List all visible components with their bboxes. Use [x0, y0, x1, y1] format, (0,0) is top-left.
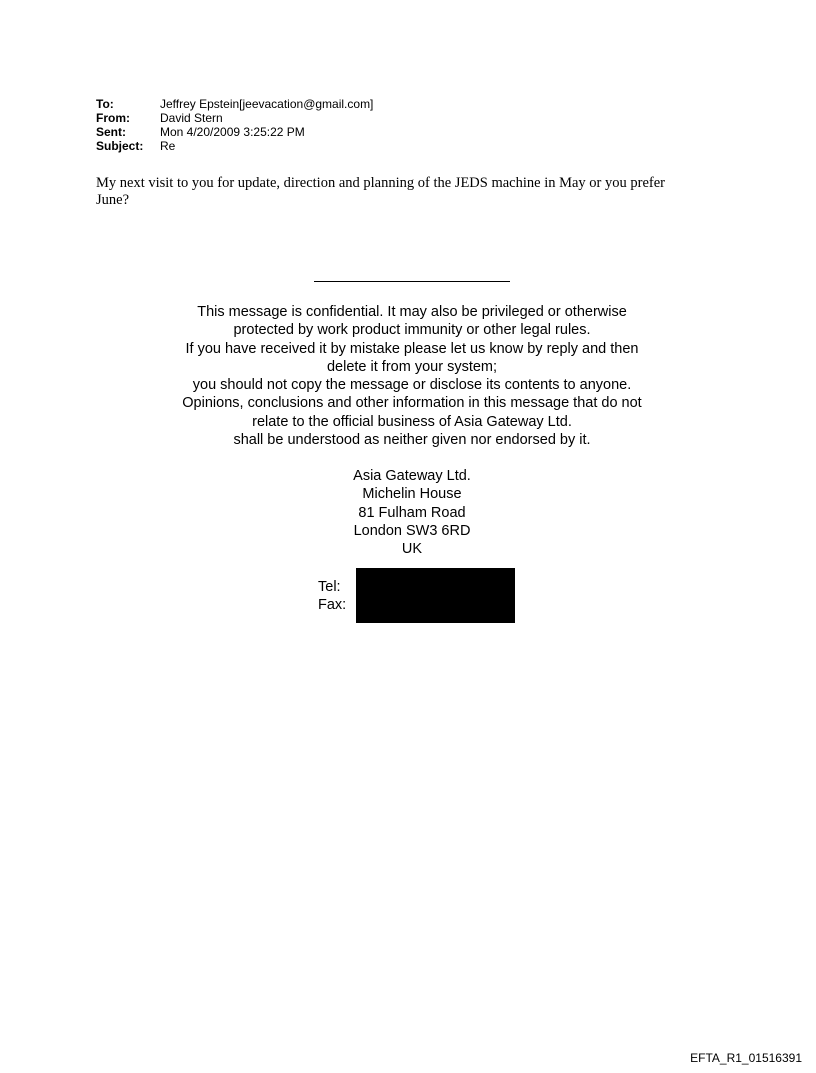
address-line: Michelin House [362, 486, 462, 503]
document-id: EFTA_R1_01516391 [690, 1051, 802, 1065]
disclaimer-line: If you have received it by mistake please let us know by reply and then [185, 340, 639, 357]
subject-value: Re [160, 139, 176, 153]
contact-numbers [318, 578, 346, 615]
address-line: UK [401, 541, 423, 558]
confidentiality-disclaimer [108, 303, 716, 449]
tel-label: Tel: [318, 579, 341, 595]
company-address [312, 467, 512, 558]
disclaimer-line: protected by work product immunity or other legal rules. [233, 322, 591, 339]
disclaimer-line: delete it from your system; [326, 358, 498, 375]
email-header [96, 97, 373, 153]
to-label: To: [96, 97, 114, 111]
subject-label: Subject: [96, 139, 144, 153]
message-line: My next visit to you for update, direction and planning of the JEDS machine in May or you prefer [96, 175, 665, 191]
message-line: June? [96, 192, 130, 208]
subject-row [96, 139, 373, 153]
address-line: London SW3 6RD [353, 522, 471, 539]
disclaimer-line: you should not copy the message or disclose its contents to anyone. [192, 377, 632, 394]
fax-label: Fax: [318, 597, 347, 614]
disclaimer-line: shall be understood as neither given nor endorsed by it. [233, 432, 591, 449]
to-value: Jeffrey Epstein[jeevacation@gmail.com] [160, 97, 374, 111]
from-row [96, 111, 373, 125]
address-line: Asia Gateway Ltd. [353, 468, 471, 484]
message-body [96, 175, 736, 209]
sent-row [96, 125, 373, 139]
sent-value: Mon 4/20/2009 3:25:22 PM [160, 125, 305, 139]
from-value: David Stern [160, 111, 223, 125]
disclaimer-line: Opinions, conclusions and other information in this message that do not [182, 395, 642, 412]
to-row [96, 97, 373, 111]
disclaimer-line: relate to the official business of Asia Gateway Ltd. [252, 413, 572, 430]
from-label: From: [96, 111, 130, 125]
signature-divider [314, 281, 510, 282]
address-line: 81 Fulham Road [358, 504, 466, 521]
sent-label: Sent: [96, 125, 126, 139]
redaction-box [356, 568, 515, 623]
disclaimer-line: This message is confidential. It may also be privileged or otherwise [197, 304, 627, 320]
